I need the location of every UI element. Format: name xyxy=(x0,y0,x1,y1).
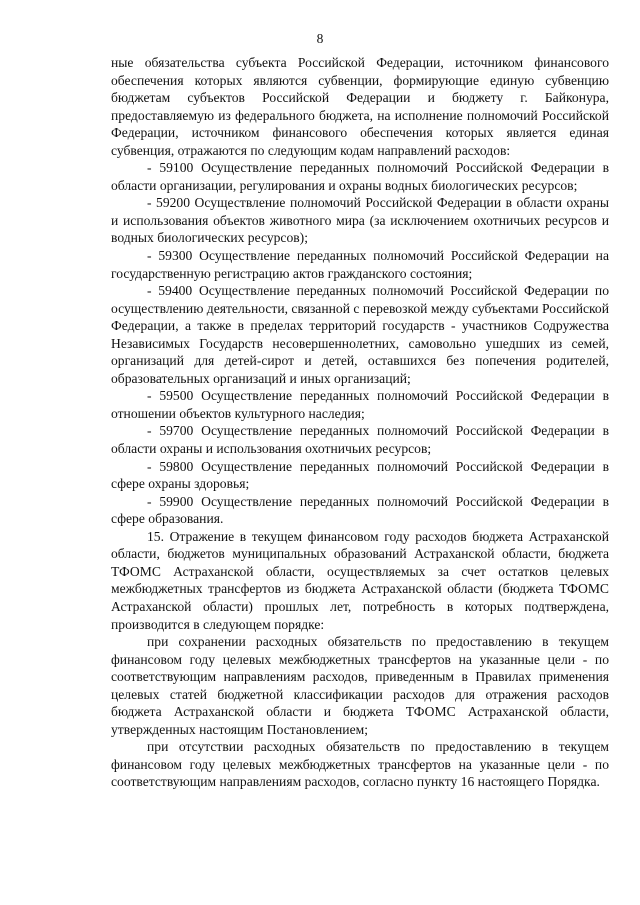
paragraph-item-15-case-2: при отсутствии расходных обязательств по предоставлению в текущем финансовом году целевых межбюджетных трансфертов на указанные цели - по соответствующим направлениям расходов, согласно пункту 16 настоящего Порядка. xyxy=(111,739,609,790)
paragraph-code-59800: - 59800 Осуществление переданных полномочий Российской Федерации в сфере охраны здоровья; xyxy=(111,458,609,492)
page-number: 8 xyxy=(316,31,324,46)
paragraph-code-59200: - 59200 Осуществление полномочий Российской Федерации в области охраны и использования объектов животного мира (за исключением охотничьих ресурсов и водных биологических ресурсов); xyxy=(111,195,609,246)
paragraph-code-59300: - 59300 Осуществление переданных полномочий Российской Федерации на государственную регистрацию актов гражданского состояния; xyxy=(111,248,609,281)
paragraph-code-59700: - 59700 Осуществление переданных полномочий Российской Федерации в области охраны и использования охотничьих ресурсов; xyxy=(111,423,609,457)
paragraph-continuation: ные обязательства субъекта Российской Федерации, источником финансового обеспечения которых являются субвенции, формирующие единую субвенцию бюджетам субъектов Российской Федерации и бюджету г. Байконура, предоставляемую из федерального бюджета, на исполнение полномочий Российской Федерации, источником финансового обеспечения которых является единая субвенция, отражаются по следующим кодам направлений расходов: xyxy=(111,55,609,158)
paragraph-code-59500: - 59500 Осуществление переданных полномочий Российской Федерации в отношении объектов культурного наследия; xyxy=(111,388,609,421)
paragraph-code-59400: - 59400 Осуществление переданных полномочий Российской Федерации по осуществлению деятельности, связанной с перевозкой между субъектами Российской Федерации, а также в пределах территорий государств - участников Содружества Независимых Государств несовершеннолетних, самовольно ушедших из семей, организаций для детей-сирот и детей, оставшихся без попечения родителей, образовательных организаций и иных организаций; xyxy=(111,283,609,386)
document-body xyxy=(111,54,609,791)
paragraph-item-15-case-1: при сохранении расходных обязательств по предоставлению в текущем финансовом году целевых межбюджетных трансфертов на указанные цели - по соответствующим направлениям расходов, приведенным в Правилах применения целевых статей бюджетной классификации расходов для отражения расходов бюджета Астраханской области и бюджета ТФОМС Астраханской области, утвержденных настоящим Постановлением; xyxy=(111,634,609,737)
paragraph-item-15: 15. Отражение в текущем финансовом году расходов бюджета Астраханской области, бюджетов муниципальных образований Астраханской области, бюджета ТФОМС Астраханской области, осуществляемых за счет остатков целевых межбюджетных трансфертов из бюджета Астраханской области (бюджета ТФОМС Астраханской области) прошлых лет, потребность в которых подтверждена, производится в следующем порядке: xyxy=(111,528,609,632)
paragraph-code-59900: - 59900 Осуществление переданных полномочий Российской Федерации в сфере образования. xyxy=(111,493,609,527)
paragraph-code-59100: - 59100 Осуществление переданных полномочий Российской Федерации в области организации, регулирования и охраны водных биологических ресурсов; xyxy=(111,160,609,193)
